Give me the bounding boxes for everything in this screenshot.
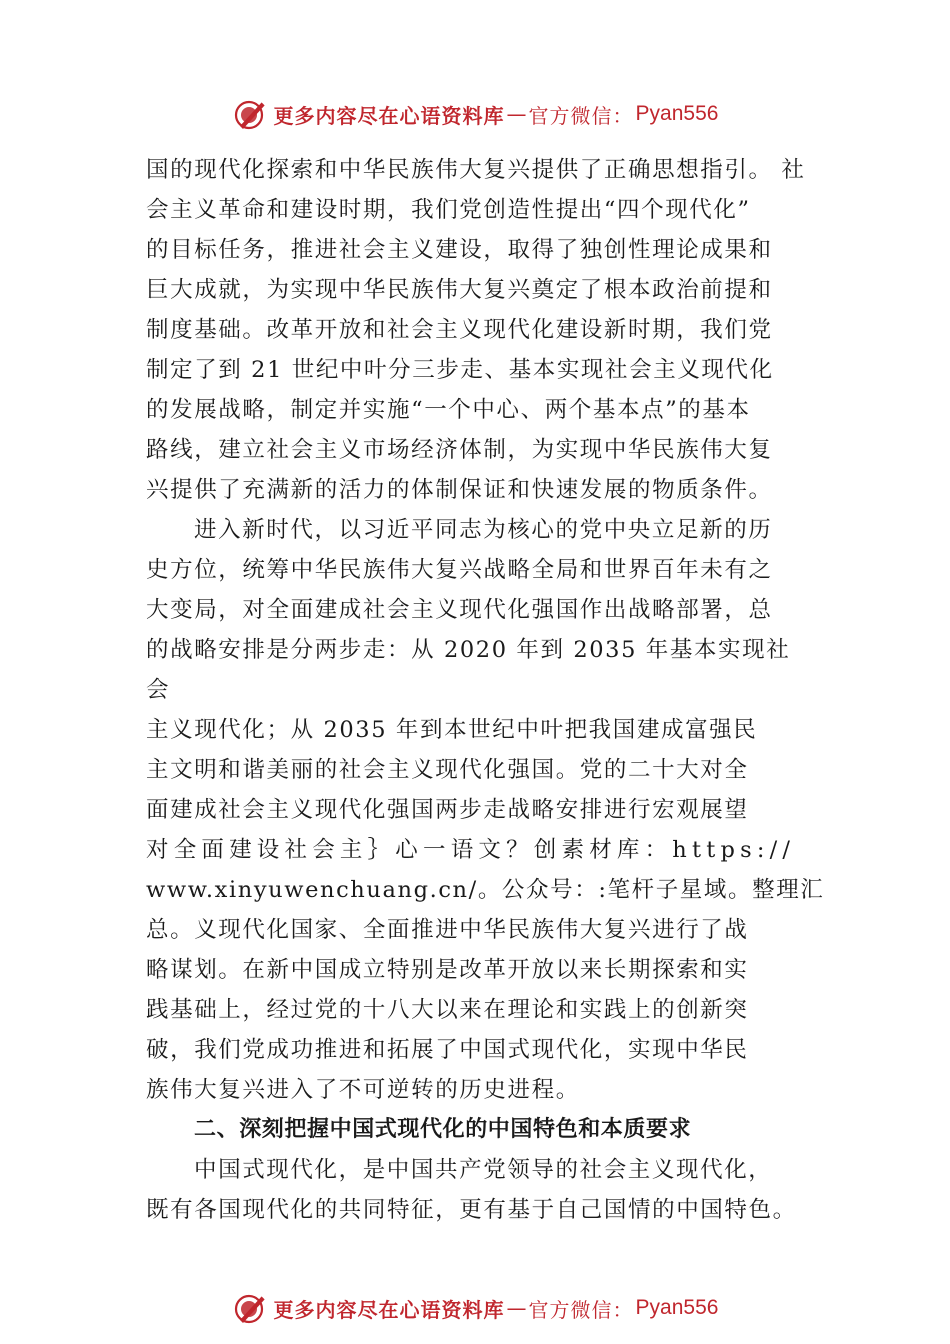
body-line: 的战略安排是分两步走：从 2020 年到 2035 年基本实现社: [146, 637, 791, 663]
body-line: 主文明和谐美丽的社会主义现代化强国。党的二十大对全: [146, 757, 749, 783]
body-line: 主义现代化；从 2035 年到本世纪中叶把我国建成富强民: [146, 717, 758, 743]
body-line: 制定了到 21 世纪中叶分三步走、基本实现社会主义现代化: [146, 357, 774, 383]
body-line: 路线，建立社会主义市场经济体制，为实现中华民族伟大复: [146, 437, 773, 463]
body-line: 对全面建设社会主｝心一语文？创素材库：https://: [146, 837, 796, 863]
body-line: 破，我们党成功推进和拓展了中国式现代化，实现中华民: [146, 1037, 749, 1063]
body-line: 中国式现代化，是中国共产党领导的社会主义现代化，: [194, 1157, 773, 1183]
footer-title: 更多内容尽在心语资料库: [273, 1297, 505, 1322]
footer-banner: [0, 1286, 950, 1330]
header-banner: [0, 92, 950, 136]
pen-logo-icon: [232, 1290, 268, 1326]
body-line: 史方位，统筹中华民族伟大复兴战略全局和世界百年未有之: [146, 557, 773, 583]
body-line: 略谋划。在新中国成立特别是改革开放以来长期探索和实: [146, 957, 749, 983]
body-line: 会: [146, 677, 171, 703]
body-line: 巨大成就，为实现中华民族伟大复兴奠定了根本政治前提和: [146, 277, 773, 303]
body-line: 大变局，对全面建成社会主义现代化强国作出战略部署，总: [146, 597, 773, 623]
footer-wechat-label: 官方微信：: [528, 1297, 634, 1322]
document-body: [146, 150, 826, 1230]
body-line: 的目标任务，推进社会主义建设，取得了独创性理论成果和: [146, 237, 773, 263]
body-line: 面建成社会主义现代化强国两步走战略安排进行宏观展望: [146, 797, 749, 823]
body-line: 进入新时代，以习近平同志为核心的党中央立足新的历: [194, 517, 773, 543]
header-dash: —: [506, 102, 527, 126]
body-line: 会主义革命和建设时期，我们党创造性提出“四个现代化”: [146, 197, 751, 223]
header-wechat-label: 官方微信：: [528, 103, 634, 128]
section-heading: 二、深刻把握中国式现代化的中国特色和本质要求: [194, 1117, 692, 1142]
header-title: 更多内容尽在心语资料库: [273, 103, 505, 128]
body-line: 国的现代化探索和中华民族伟大复兴提供了正确思想指引。 社: [146, 157, 806, 183]
body-line: 的发展战略，制定并实施“一个中心、两个基本点”的基本: [146, 397, 751, 423]
body-line: 总。义现代化国家、全面推进中华民族伟大复兴进行了战: [146, 917, 749, 943]
body-line: www.xinyuwenchuang.cn/。公众号：:笔杆子星域。整理汇: [146, 877, 825, 903]
header-wechat-id: Pyan556: [635, 102, 719, 125]
body-line: 族伟大复兴进入了不可逆转的历史进程。: [146, 1077, 580, 1103]
body-line: 践基础上，经过党的十八大以来在理论和实践上的创新突: [146, 997, 749, 1023]
body-line: 既有各国现代化的共同特征，更有基于自己国情的中国特色。: [146, 1197, 797, 1223]
pen-logo-icon: [232, 96, 268, 132]
footer-dash: —: [506, 1296, 527, 1320]
footer-wechat-id: Pyan556: [635, 1296, 719, 1319]
body-line: 兴提供了充满新的活力的体制保证和快速发展的物质条件。: [146, 477, 773, 503]
body-line: 制度基础。改革开放和社会主义现代化建设新时期，我们党: [146, 317, 773, 343]
